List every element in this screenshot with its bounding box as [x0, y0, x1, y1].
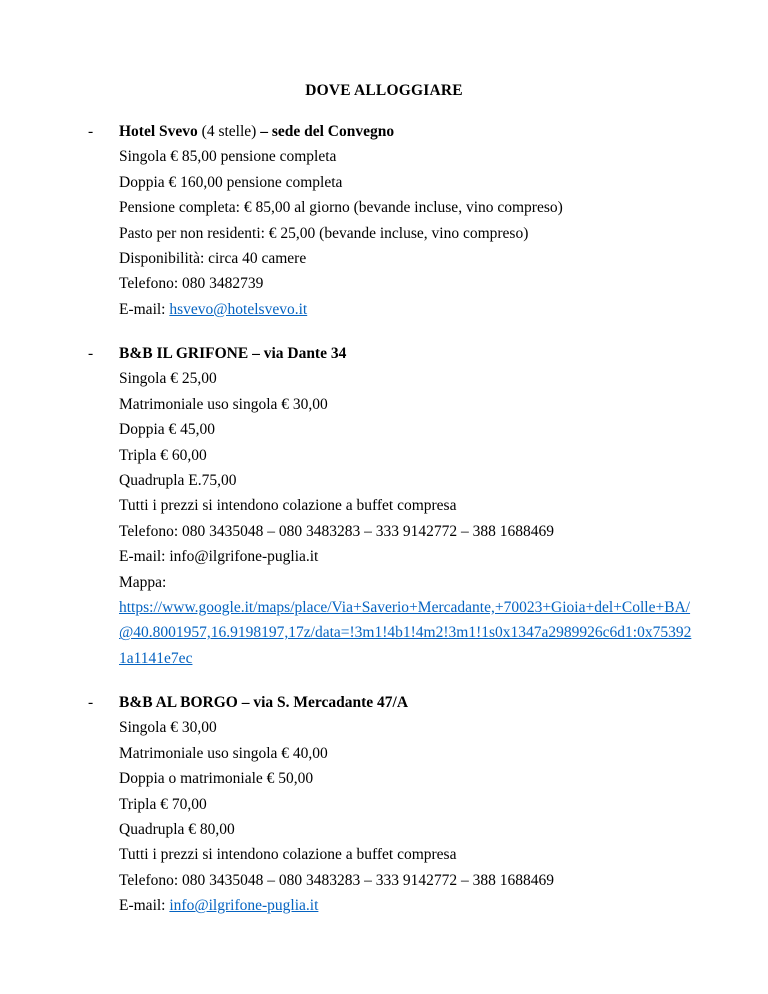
list-item: Disponibilità: circa 40 camere: [119, 249, 307, 267]
section-heading: [119, 342, 719, 367]
list-item: Tutti i prezzi si intendono colazione a buffet compresa: [119, 846, 457, 864]
section-heading: [119, 120, 719, 145]
section-heading: [119, 691, 719, 716]
page-title: DOVE ALLOGGIARE: [305, 82, 463, 99]
list-item: Singola € 85,00 pensione completa: [119, 148, 337, 166]
list-item: Matrimoniale uso singola € 40,00: [119, 744, 328, 762]
heading-stars: (4 stelle): [197, 123, 257, 140]
map-link[interactable]: 1a1141e7ec: [119, 649, 193, 667]
list-item: Singola € 30,00: [119, 719, 217, 737]
map-link[interactable]: @40.8001957,16.9198197,17z/data=!3m1!4b1!4m2!3m1!1s0x1347a2989926c6d1:0x75392: [119, 624, 692, 642]
email-link[interactable]: hsvevo@hotelsvevo.it: [169, 300, 308, 318]
heading-name: B&B IL GRIFONE – via Dante 34: [119, 345, 347, 362]
list-item: Singola € 25,00: [119, 370, 217, 388]
map-link-line: [119, 596, 719, 621]
email-label: E-mail:: [119, 897, 170, 915]
section-body: [119, 120, 719, 323]
list-item: Pensione completa: € 85,00 al giorno (bevande incluse, vino compreso): [119, 199, 563, 217]
list-item: Tutti i prezzi si intendono colazione a buffet compresa: [119, 497, 457, 515]
list-item: Telefono: 080 3435048 – 080 3483283 – 333 9142772 – 388 1688469: [119, 871, 555, 889]
map-label: Mappa:: [119, 573, 167, 591]
list-item: Quadrupla € 80,00: [119, 820, 235, 838]
email-link[interactable]: info@ilgrifone-puglia.it: [169, 897, 319, 915]
list-item: Quadrupla E.75,00: [119, 471, 237, 489]
list-item: E-mail: info@ilgrifone-puglia.it: [119, 548, 319, 566]
list-item: Telefono: 080 3435048 – 080 3483283 – 333 9142772 – 388 1688469: [119, 522, 555, 540]
map-link-line: [119, 621, 719, 646]
email-line: [119, 298, 719, 323]
heading-name: Hotel Svevo: [119, 123, 198, 140]
list-item: Tripla € 70,00: [119, 795, 207, 813]
heading-tail: – sede del Convegno: [256, 123, 395, 140]
list-dash: -: [88, 694, 94, 711]
map-link-line: [119, 647, 719, 672]
map-link[interactable]: https://www.google.it/maps/place/Via+Saverio+Mercadante,+70023+Gioia+del+Colle+BA/: [119, 598, 691, 616]
list-item: Doppia € 160,00 pensione completa: [119, 173, 343, 191]
list-item: Telefono: 080 3482739: [119, 275, 264, 293]
email-label: E-mail:: [119, 300, 170, 318]
section-body: [119, 691, 719, 920]
list-dash: -: [88, 345, 94, 362]
email-line: [119, 894, 719, 919]
list-item: Doppia € 45,00: [119, 421, 216, 439]
heading-name: B&B AL BORGO – via S. Mercadante 47/A: [119, 694, 409, 711]
section-body: [119, 342, 719, 672]
list-item: Pasto per non residenti: € 25,00 (bevande incluse, vino compreso): [119, 224, 529, 242]
list-item: Doppia o matrimoniale € 50,00: [119, 770, 314, 788]
list-item: Matrimoniale uso singola € 30,00: [119, 395, 328, 413]
list-item: Tripla € 60,00: [119, 446, 207, 464]
list-dash: -: [88, 123, 94, 140]
